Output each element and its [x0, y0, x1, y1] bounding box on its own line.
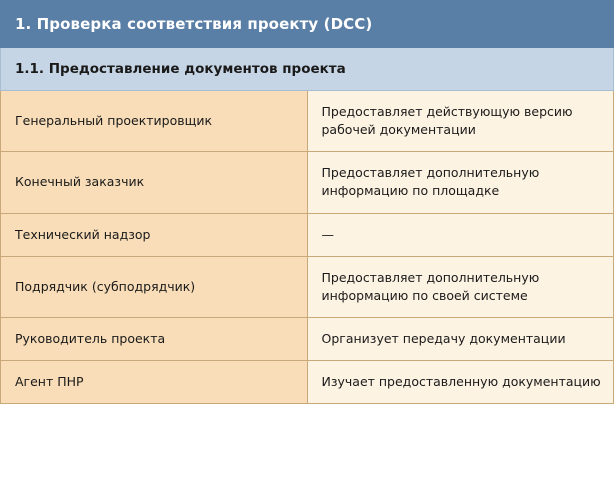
duty-cell: Организует передачу документации — [307, 317, 614, 360]
duty-cell: Изучает предоставленную документацию — [307, 361, 614, 404]
role-cell: Конечный заказчик — [1, 152, 308, 213]
duty-cell: Предоставляет дополнительную информацию по площадке — [307, 152, 614, 213]
table-row — [1, 152, 614, 213]
table-title-row — [1, 1, 614, 48]
table-row — [1, 213, 614, 256]
table-row — [1, 317, 614, 360]
role-cell: Руководитель проекта — [1, 317, 308, 360]
table-section-heading-row — [1, 48, 614, 91]
role-cell: Агент ПНР — [1, 361, 308, 404]
table-row — [1, 256, 614, 317]
duty-cell: — — [307, 213, 614, 256]
document-title: 1. Проверка соответствия проекту (DCC) — [1, 1, 614, 48]
role-cell: Технический надзор — [1, 213, 308, 256]
table-row — [1, 361, 614, 404]
section-heading: 1.1. Предоставление документов проекта — [1, 48, 614, 91]
duty-cell: Предоставляет действующую версию рабочей документации — [307, 91, 614, 152]
role-cell: Генеральный проектировщик — [1, 91, 308, 152]
duty-cell: Предоставляет дополнительную информацию по своей системе — [307, 256, 614, 317]
role-cell: Подрядчик (субподрядчик) — [1, 256, 308, 317]
table-row — [1, 91, 614, 152]
